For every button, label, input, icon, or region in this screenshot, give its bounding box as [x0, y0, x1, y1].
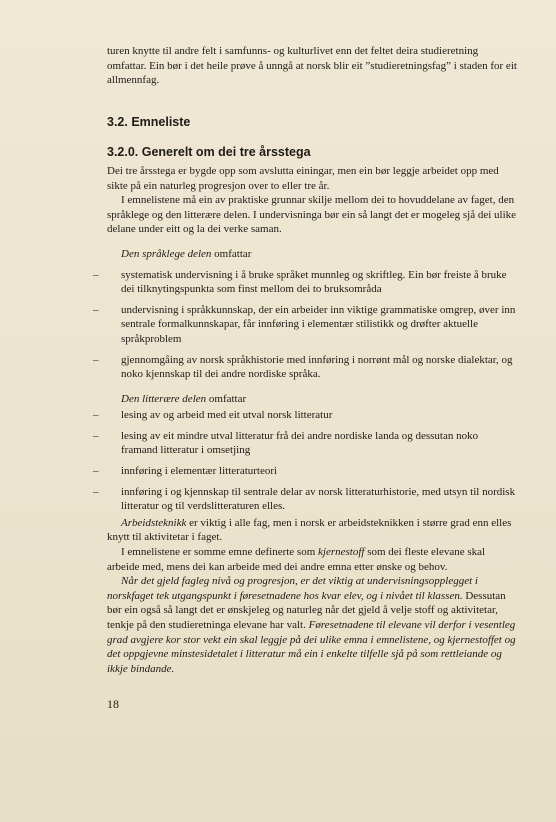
language-part-label-italic: Den språklege delen	[121, 247, 212, 260]
page-number: 18	[107, 697, 119, 711]
intro-paragraph: turen knytte til andre felt i samfunns- og kulturlivet enn det feltet deira studieretning omfattar. Ein bør i det heile prøve å unngå at norsk blir eit ”studieretningsfag” i staden for eit allmennfag.	[107, 45, 517, 87]
worktech-rest: er viktig i alle fag, men i norsk er arbeidsteknikken i større grad enn elles knytt til aktivitetar i faget.	[107, 516, 512, 544]
core-italic: kjernestoff	[318, 546, 365, 559]
final-paragraph	[107, 574, 517, 676]
core-after: som dei fleste elevane skal arbeide med, mens dei kan arbeide med dei andre emna etter ønske og behov.	[107, 546, 486, 573]
general-paragraph-1: Dei tre årsstega er bygde opp som avslutta einingar, men ein bør leggje arbeidet opp med sikte på ein naturleg progresjon over to eller tre år.	[107, 164, 499, 192]
language-item: – undervisning i språkkunnskap, der ein arbeider inn viktige grammatiske omgrep, øver inn sentrale formalkunnskapar, får innføring i elementær stilistikk og drøfter aktuelle språkproblem	[107, 303, 517, 347]
worktech-italic: Arbeidsteknikk	[121, 516, 187, 529]
literature-item: – lesing av eit mindre utval litteratur frå dei andre nordiske landa og dessutan noko framand litteratur i omsetjing	[107, 429, 517, 458]
general-paragraph-2: I emnelistene må ein av praktiske grunnar skilje mellom dei to hovuddelane av faget, den språklege og den litterære delen. I undervisninga bør ein så langt det er mogeleg sjå dei ulike delane under eitt og la dei verke saman.	[107, 194, 517, 236]
literature-item: – innføring i og kjennskap til sentrale delar av norsk litteraturhistorie, med utsyn til nordisk litteratur og til verdslitteraturen elles.	[107, 485, 517, 514]
language-item: – gjennomgåing av norsk språkhistorie med innføring i norrønt mål og norske dialektar, og noko kjennskap til dei andre nordiske språka.	[107, 353, 517, 382]
page-content	[107, 44, 517, 676]
section-heading: 3.2. Emneliste	[107, 114, 191, 129]
language-part-label-rest: omfattar	[211, 247, 252, 260]
subsection-heading: 3.2.0. Generelt om dei tre årsstega	[107, 145, 311, 160]
literature-part-list	[107, 408, 517, 514]
final-italic-1: Når det gjeld fagleg nivå og progresjon, er det viktig at undervisningsopplegget i norskfaget tek utgangspunkt i føresetnadene hos kvar elev, og i nivået til klassen.	[107, 575, 478, 602]
core-paragraph	[107, 545, 517, 574]
core-before: I emnelistene er somme emne definerte som	[121, 546, 319, 559]
literature-part-label-italic: Den litterære delen	[121, 392, 207, 405]
language-part-label	[107, 247, 517, 262]
language-item: – systematisk undervisning i å bruke språket munnleg og skriftleg. Ein bør freiste å bruke dei tilknytingspunkta som finst mellom dei to bruksområda	[107, 268, 517, 297]
literature-part-label	[107, 392, 517, 407]
literature-part-label-rest: omfattar	[206, 392, 247, 405]
final-italic-2: Føresetnadene til elevane vil derfor i vesentleg grad avgjere kor stor vekt ein skal leggje på dei ulike emna i emnelistene, og kjernestoffet og det oppgjevne minstesidetalet i litteratur må ein i enkelte tilfelle sjå på som rettleiande og ikkje bindande.	[107, 619, 516, 675]
final-plain: Dessutan bør ein også så langt det er ønskjeleg og naturleg når det gjeld å velje stoff og aktivitetar, tenkje på den studieretninga elevane har valt.	[107, 589, 506, 631]
literature-item: – lesing av og arbeid med eit utval norsk litteratur	[107, 408, 517, 423]
worktech-paragraph	[107, 516, 517, 545]
language-part-list	[107, 268, 517, 382]
literature-item: – innføring i elementær litteraturteori	[107, 464, 517, 479]
